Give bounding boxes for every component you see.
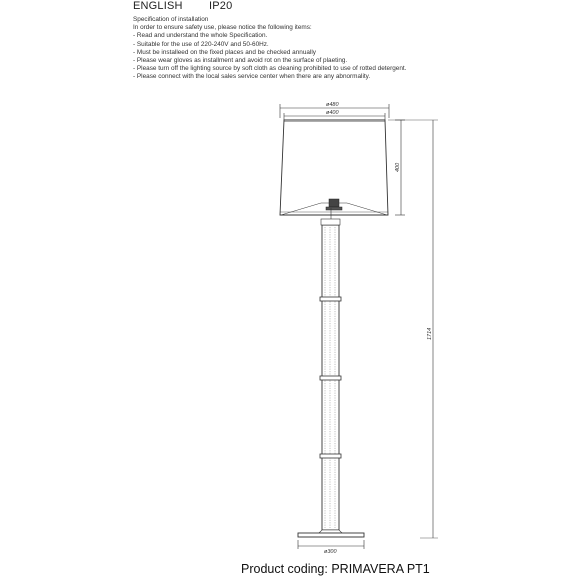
lamp-column (320, 208, 341, 530)
base-diameter-label: ø300 (324, 549, 337, 555)
ip-rating-label: IP20 (209, 0, 233, 12)
shade-inner-diameter-label: ø400 (326, 110, 339, 116)
spec-line: - Please turn off the lighting source by soft cloth as cleaning prohibited to use of rotted detergent. (133, 65, 407, 73)
spec-line: - Please wear gloves as installment and avoid rot on the surface of plaeting. (133, 57, 348, 65)
spec-line: - Must be installeed on the fixed places and be checked annually (133, 48, 316, 56)
language-label: ENGLISH (133, 0, 183, 12)
lamp-shade (280, 120, 388, 215)
shade-top-diameter-label: ø480 (326, 102, 339, 108)
spec-line: - Please connect with the local sales service center when there are any abnormality. (133, 73, 371, 81)
shade-height-label: 400 (395, 162, 401, 172)
spec-line: - Read and understand the whole Specification. (133, 32, 268, 40)
total-height-label: 1714 (427, 327, 433, 340)
spec-line: In order to ensure safety use, please notice the following items: (133, 24, 312, 32)
base-dimension (298, 540, 364, 549)
spec-line: - Suitable for the use of 220-240V and 50-60Hz. (133, 40, 269, 48)
product-coding: Product coding: PRIMAVERA PT1 (241, 562, 430, 576)
spec-title: Specification of installation (133, 16, 209, 23)
lamp-base (298, 530, 364, 537)
